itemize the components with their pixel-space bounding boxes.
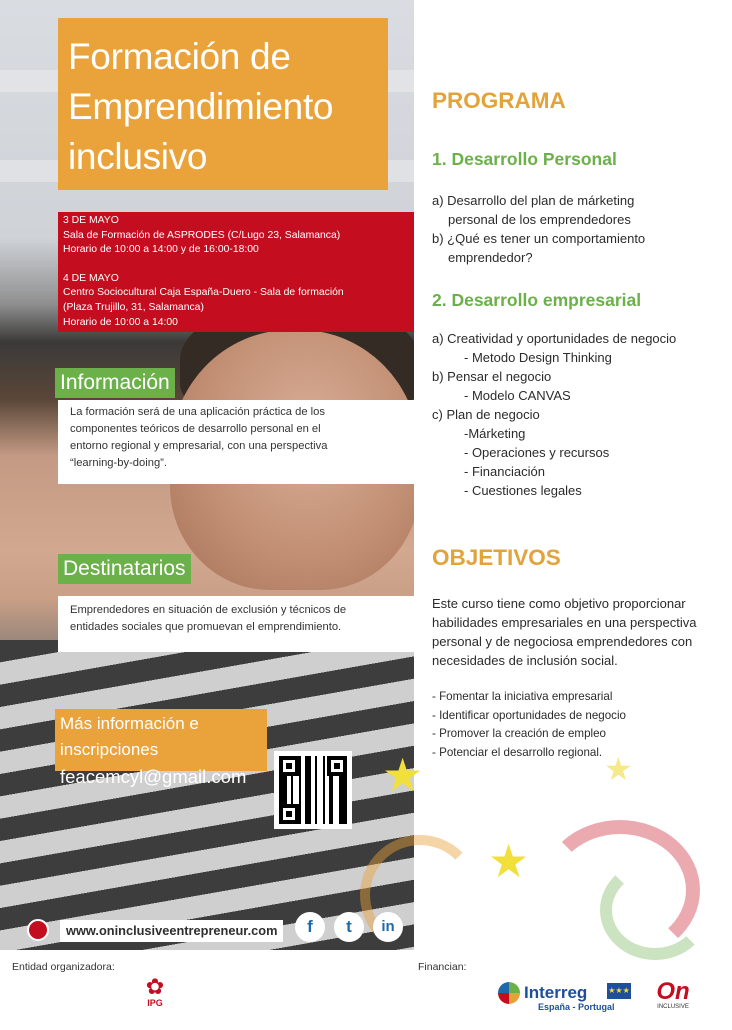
informacion-line: La formación será de una aplicación práctica de los [70,406,325,418]
title-box [58,18,388,190]
ipg-logo: ✿ IPG [135,976,175,1020]
star-decoration: ★ [382,749,424,801]
informacion-line: entorno regional y empresarial, con una perspectiva [70,440,328,452]
destinatarios-box [58,596,414,652]
dribbble-icon[interactable] [27,919,49,941]
section1-title: 1. Desarrollo Personal [432,149,617,169]
programa-heading: PROGRAMA [432,88,566,113]
objetivos-item: - Fomentar la iniciativa empresarial [432,690,613,703]
interreg-logo: Interreg España - Portugal [498,982,615,1012]
section1-line: emprendedor? [448,250,533,265]
section1-line: b) ¿Qué es tener un comportamiento [432,231,646,246]
hours-2: Horario de 10:00 a 14:00 [63,316,178,328]
contact-line: Más información e inscripciones [60,714,199,759]
date-1: 3 DE MAYO [63,215,119,226]
objetivos-intro-line: habilidades empresariales en una perspectiva [432,615,697,630]
objetivos-item: - Identificar oportunidades de negocio [432,708,627,722]
facebook-icon[interactable]: f [295,912,325,942]
informacion-box [58,400,414,484]
objetivos-intro [432,594,697,670]
contact-email[interactable]: feacemcyl@gmail.com [60,766,247,787]
star-decoration: ★ [604,751,633,787]
title-line-3: inclusivo [68,136,208,177]
section2-line: b) Pensar el negocio [432,369,552,384]
section2-line: - Cuestiones legales [464,483,582,498]
objetivos-item: - Potenciar el desarrollo regional. [432,745,603,759]
objetivos-intro-line: necesidades de inclusión social. [432,653,618,668]
section2-line: c) Plan de negocio [432,407,540,422]
eu-flag-icon: ★★★ [607,983,631,999]
destinatarios-heading: Destinatarios [58,554,191,584]
section2-line: - Modelo CANVAS [464,388,571,403]
website-link[interactable]: www.oninclusiveentrepreneur.com [60,920,283,942]
hours-1: Horario de 10:00 a 14:00 y de 16:00-18:00 [63,244,259,256]
section1-line: a) Desarrollo del plan de márketing [432,193,635,208]
bird-icon: ✿ [145,974,165,999]
title-line-1: Formación de [68,36,291,77]
linkedin-icon[interactable]: in [373,912,403,942]
on-inclusive-logo: On INCLUSIVE [656,978,690,1010]
section2-line: - Operaciones y recursos [464,445,610,460]
informacion-line: componentes teóricos de desarrollo personal en el [70,423,321,435]
qr-code[interactable] [274,751,352,829]
place-2b: (Plaza Trujillo, 31, Salamanca) [63,301,204,313]
section1-list [432,191,645,267]
section2-title: 2. Desarrollo empresarial [432,290,642,310]
schedule-box [58,212,414,332]
objetivos-intro-line: Este curso tiene como objetivo proporcionar [432,596,686,611]
title-line-2: Emprendimiento [68,86,334,127]
star-decoration: ★ [488,835,530,887]
date-2: 4 DE MAYO [63,272,119,284]
swirl-decoration [600,860,710,960]
objetivos-item: - Promover la creación de empleo [432,727,606,740]
funders-label: Financian: [418,961,467,973]
section1-line: personal de los emprendedores [448,212,631,227]
section2-list [432,329,676,500]
section2-line: -Márketing [464,426,526,441]
destinatarios-line: entidades sociales que promuevan el emprendimiento. [70,621,342,633]
informacion-heading: Información [55,368,175,398]
destinatarios-line: Emprendedores en situación de exclusión y técnicos de [70,604,347,616]
twitter-icon[interactable]: t [334,912,364,942]
section2-line: - Financiación [464,464,545,479]
organizer-label: Entidad organizadora: [12,961,115,973]
place-2a: Centro Sociocultural Caja España-Duero - Sala de formación [63,287,344,299]
informacion-line: “learning-by-doing”. [70,457,168,469]
interreg-dots-icon [498,982,520,1004]
section2-line: - Metodo Design Thinking [464,350,612,365]
objetivos-intro-line: personal y de negociosa emprendedores con [432,634,693,649]
section2-line: a) Creatividad y oportunidades de negocio [432,331,677,346]
place-1: Sala de Formación de ASPRODES (C/Lugo 23, Salamanca) [63,229,341,241]
objetivos-list [432,688,626,762]
objetivos-heading: OBJETIVOS [432,545,561,570]
contact-box [55,709,267,787]
